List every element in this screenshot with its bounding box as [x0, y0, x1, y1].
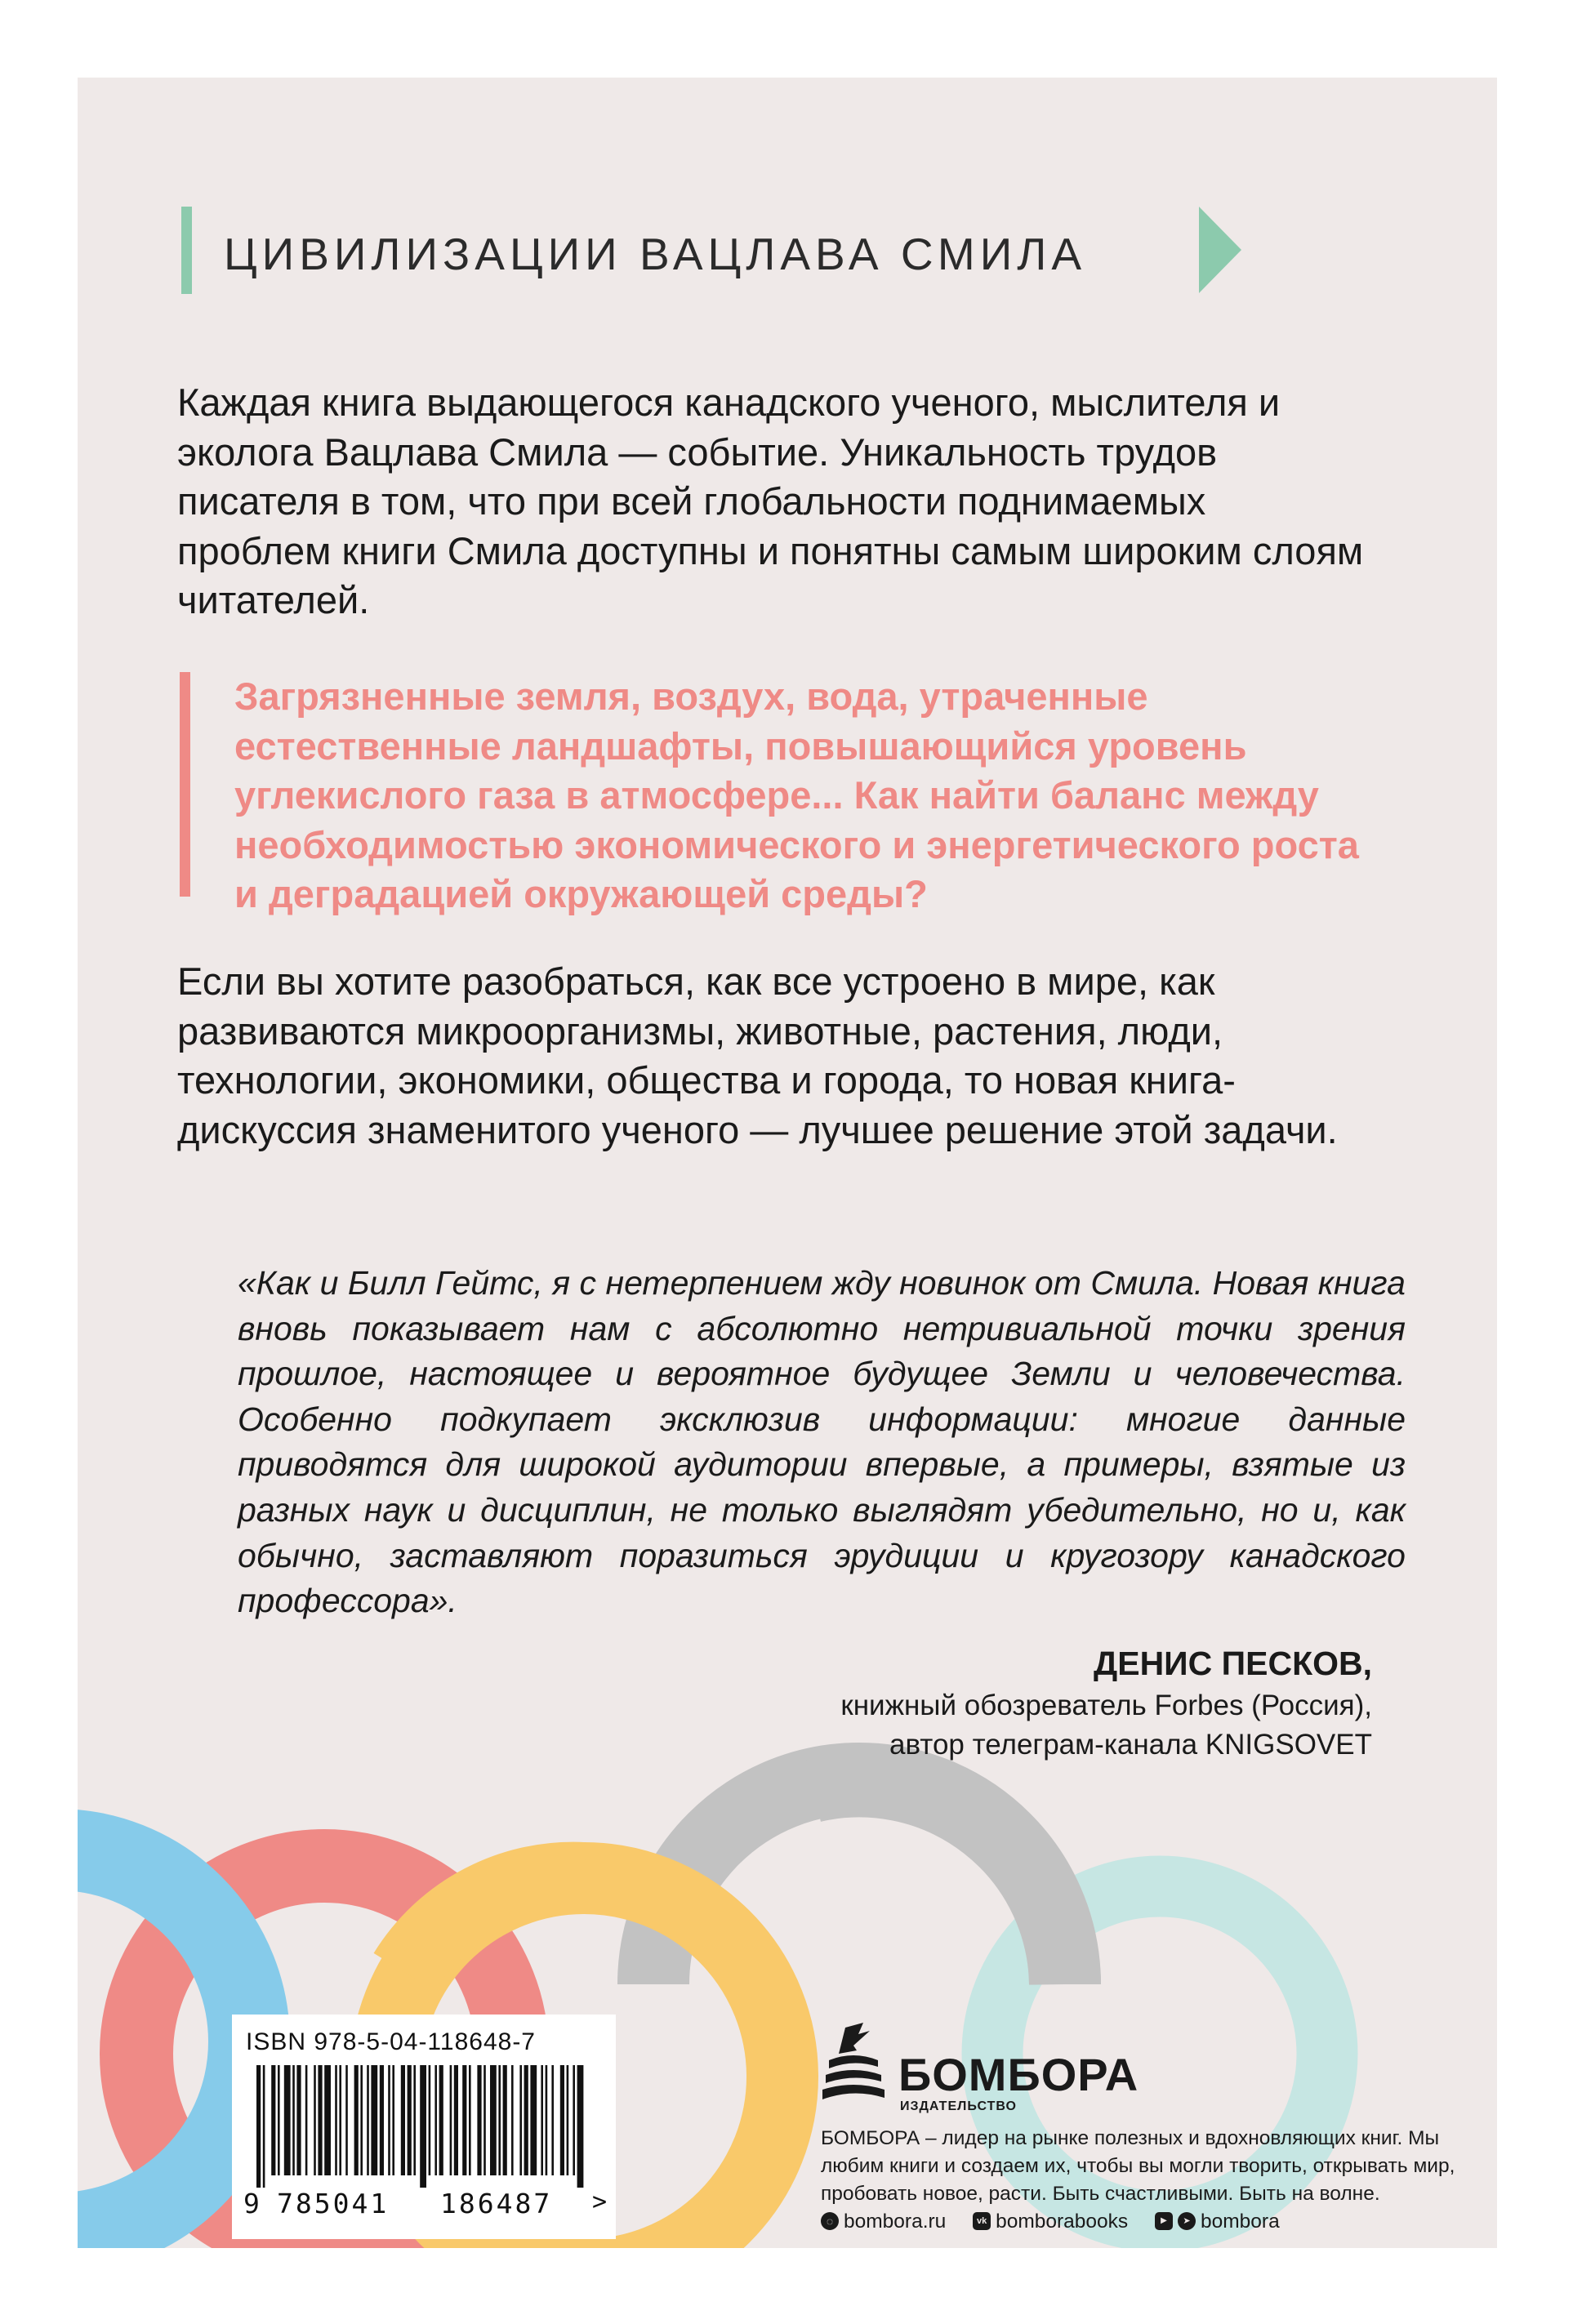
social-text: bombora: [1201, 2210, 1280, 2233]
barcode-bar: [271, 2065, 275, 2175]
publisher-name: БОМБОРА: [898, 2049, 1139, 2100]
barcode-bar: [503, 2065, 507, 2175]
barcode-bar: [284, 2065, 291, 2175]
barcode-bar: [546, 2065, 548, 2175]
bombora-logo-icon: [821, 2021, 886, 2111]
barcode-bar: [519, 2065, 522, 2175]
barcode-end-mark: >: [592, 2188, 608, 2216]
publisher-subtitle: ИЗДАТЕЛЬСТВО: [900, 2099, 1017, 2113]
barcode-bar: [560, 2065, 564, 2175]
isbn-text: ISBN 978-5-04-118648-7: [246, 2028, 536, 2055]
barcode-bar: [541, 2065, 543, 2175]
barcode-bar: [401, 2065, 405, 2175]
barcode-digits-left: 785041: [277, 2188, 390, 2219]
barcode-bar: [577, 2065, 584, 2188]
barcode-bar: [408, 2065, 412, 2175]
barcode-bar: [454, 2065, 458, 2175]
barcode-bar: [380, 2065, 384, 2175]
body-paragraph: Если вы хотите разобраться, как все устроено в мире, как развиваются микроорганизмы, животные, растения, люди, технологии, экономики, общества и города, то новая книга-дискуссия знаменитого ученого — лучшее решение этой задачи.: [177, 959, 1338, 1151]
barcode-bar: [413, 2065, 416, 2175]
barcode-bar: [429, 2065, 431, 2175]
series-accent-bar: [181, 207, 192, 294]
pull-quote-text: Загрязненные земля, воздух, вода, утраченные естественные ландшафты, повышающийся уровень углекислого газа в атмосфере... Как найти баланс между необходимостью экономического и энергетического роста и деградацией окружающей среды?: [234, 674, 1359, 915]
barcode-bar: [305, 2065, 308, 2175]
intro-paragraph: Каждая книга выдающегося канадского ученого, мыслителя и эколога Вацлава Смила — событие. Уникальность трудов писателя в том, что при всей глобальности поднимаемых проблем книги Смила доступны и понятны самым широким слоям читателей.: [177, 381, 1364, 621]
barcode-bars: [256, 2065, 591, 2188]
barcode-bar: [530, 2065, 537, 2175]
barcode-bar: [420, 2065, 426, 2188]
pull-quote-bar: [180, 672, 190, 897]
barcode-label: [232, 2015, 616, 2239]
barcode-bar: [318, 2065, 322, 2175]
series-title: ЦИВИЛИЗАЦИИ ВАЦЛАВА СМИЛА: [224, 229, 1087, 279]
youtube-icon: [1155, 2212, 1173, 2230]
back-cover: [78, 78, 1497, 2248]
barcode-bar: [388, 2065, 390, 2175]
barcode-bar: [567, 2065, 569, 2175]
review-author-name: ДЕНИС ПЕСКОВ,: [1094, 1645, 1372, 1682]
review-author-block: [840, 1641, 1372, 1765]
review-author-role-1: книжный обозреватель Forbes (Россия),: [840, 1690, 1372, 1721]
publisher-links: [821, 2210, 1301, 2233]
barcode-bar: [354, 2065, 359, 2175]
vk-text: bomborabooks: [996, 2210, 1129, 2233]
barcode-bar: [392, 2065, 394, 2175]
barcode-bar: [524, 2065, 528, 2175]
barcode-bar: [339, 2065, 341, 2175]
barcode-bar: [483, 2065, 486, 2175]
barcode-bar: [469, 2065, 471, 2175]
vk-link[interactable]: [973, 2210, 1128, 2233]
barcode-bar: [324, 2065, 331, 2175]
barcode-bar: [439, 2065, 443, 2175]
barcode-bar: [335, 2065, 337, 2175]
pull-quote-block: [180, 672, 1372, 915]
website-text: bombora.ru: [844, 2210, 947, 2233]
barcode-bar: [477, 2065, 481, 2175]
series-header: [181, 207, 1243, 294]
barcode-bar: [573, 2065, 575, 2175]
barcode-digits-right: 186487: [440, 2188, 553, 2219]
globe-icon: [821, 2212, 839, 2230]
publisher-description: БОМБОРА – лидер на рынке полезных и вдохновляющих книг. Мы любим книги и создаем их, чтобы вы могли творить, открывать мир, пробовать новое, расти. Быть счастливыми. Быть на волне.: [821, 2127, 1455, 2205]
barcode-bar: [462, 2065, 466, 2175]
barcode-bar: [292, 2065, 295, 2175]
barcode-bar: [314, 2065, 316, 2175]
barcode-bar: [278, 2065, 280, 2175]
social-link[interactable]: [1155, 2210, 1280, 2233]
barcode-bar: [367, 2065, 369, 2175]
barcode-bar: [511, 2065, 514, 2175]
barcode-bar: [263, 2065, 265, 2188]
barcode-bar: [345, 2065, 348, 2175]
telegram-icon: [1178, 2212, 1196, 2230]
barcode-bar: [371, 2065, 377, 2175]
series-arrow-icon: [1199, 207, 1241, 293]
vk-icon: [973, 2212, 991, 2230]
barcode-bar: [498, 2065, 501, 2175]
review-quote: «Как и Билл Гейтс, я с нетерпением жду новинок от Смила. Новая книга вновь показывает нам с абсолютно нетривиальной точки зрения прошлое, настоящее и вероятное будущее Земли и человечества. Особенно подкупает эксклюзив информации: многие данные приводятся для широкой аудитории впервые, а примеры, взятые из разных наук и дисциплин, не только выглядят убедительно, но и, как обычно, заставляют поразиться эрудиции и кругозору канадского профессора».: [238, 1264, 1406, 1620]
barcode-bar: [450, 2065, 452, 2175]
barcode-bar: [256, 2065, 261, 2188]
website-link[interactable]: [821, 2210, 946, 2233]
barcode-bar: [551, 2065, 554, 2175]
barcode-bar: [360, 2065, 363, 2175]
barcode-bar: [490, 2065, 497, 2175]
barcode-bar: [434, 2065, 437, 2175]
barcode-bar: [296, 2065, 301, 2175]
review-author-role-2: автор телеграм-канала KNIGSOVET: [889, 1729, 1372, 1761]
barcode-digit-first: 9: [243, 2188, 260, 2219]
